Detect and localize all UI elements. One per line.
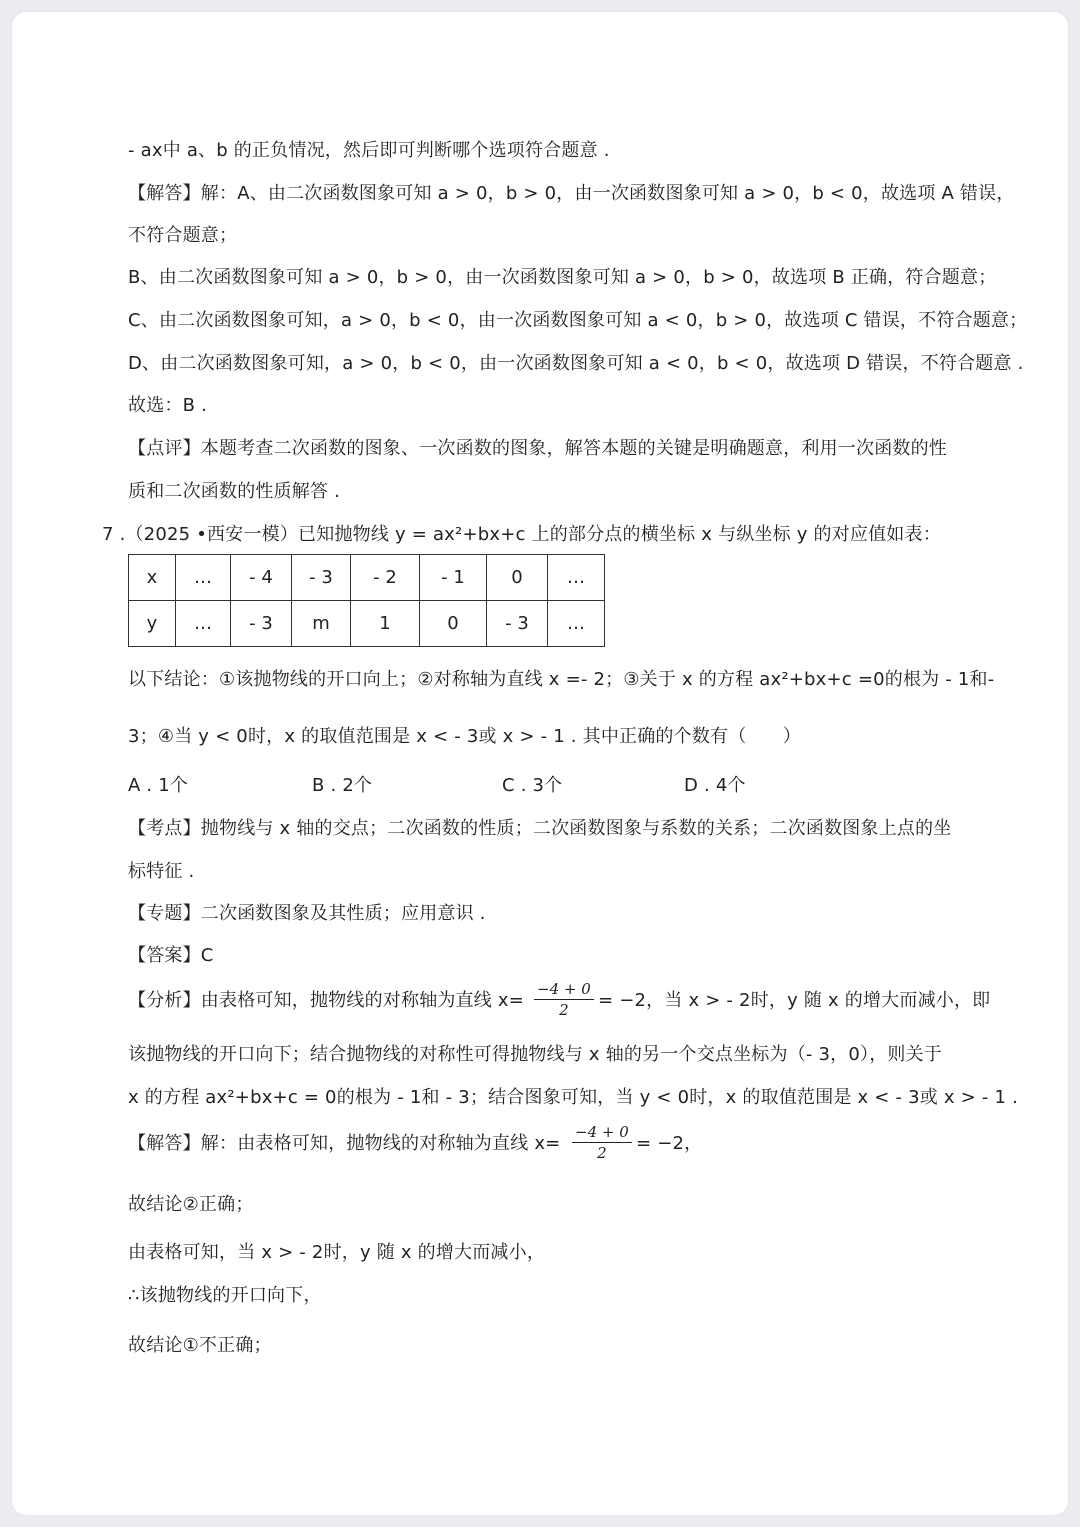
answer-line: 【答案】C (128, 945, 214, 966)
document-page (12, 12, 1068, 1515)
solution-line-1a: 【解答】解：由表格可知，抛物线的对称轴为直线 x= (128, 1133, 561, 1154)
text-line: D、由二次函数图象可知，a > 0，b < 0，由一次函数图象可知 a < 0，b < 0，故选项 D 错误，不符合题意 . (128, 353, 1024, 374)
fraction-denominator: 2 (559, 1001, 569, 1019)
analysis-line-3: x 的方程 ax²+bx+c = 0的根为 - 1和 - 3；结合图象可知，当 y < 0时，x 的取值范围是 x < - 3或 x > - 1 . (128, 1087, 1018, 1108)
question-7-stem: 7 .（2025 •西安一模）已知抛物线 y = ax²+bx+c 上的部分点的横坐标 x 与纵坐标 y 的对应值如表： (102, 524, 941, 545)
text-line: B、由二次函数图象可知 a > 0，b > 0，由一次函数图象可知 a > 0，b > 0，故选项 B 正确，符合题意； (128, 267, 997, 288)
table-cell: - 4 (231, 555, 292, 601)
fraction (534, 980, 594, 1019)
table-cell: y (129, 601, 176, 647)
table-cell: - 3 (231, 601, 292, 647)
table-cell: x (129, 555, 176, 601)
topic-line: 标特征 . (128, 861, 195, 882)
table-cell: - 2 (351, 555, 420, 601)
fraction-numerator: −4 + 0 (534, 980, 594, 1000)
option-a: A . 1个 (128, 775, 189, 796)
text-line: 故选：B . (128, 395, 207, 416)
solution-line: 故结论②正确； (128, 1194, 254, 1215)
table-cell: … (176, 555, 231, 601)
option-b: B . 2个 (312, 775, 373, 796)
conclusions-line-1: 以下结论：①该抛物线的开口向上；②对称轴为直线 x =- 2；③关于 x 的方程 ax²+bx+c =0的根为 - 1和- (128, 669, 995, 690)
topic-line: 【考点】抛物线与 x 轴的交点；二次函数的性质；二次函数图象与系数的关系；二次函数图象上点的坐 (128, 818, 952, 839)
text-line: - ax中 a、b 的正负情况，然后即可判断哪个选项符合题意 . (128, 140, 610, 161)
text-line: 质和二次函数的性质解答 . (128, 481, 341, 502)
text-line: 不符合题意； (128, 225, 238, 246)
table-row (129, 555, 605, 601)
table-cell: m (292, 601, 351, 647)
value-table (128, 554, 605, 647)
analysis-line-1a: 【分析】由表格可知，抛物线的对称轴为直线 x= (128, 990, 525, 1011)
table-cell: - 3 (292, 555, 351, 601)
table-cell: - 1 (420, 555, 487, 601)
fraction-denominator: 2 (597, 1144, 607, 1162)
fraction-numerator: −4 + 0 (572, 1123, 632, 1143)
solution-line: ∴该抛物线的开口向下， (128, 1285, 322, 1306)
conclusions-line-2: 3；④当 y < 0时，x 的取值范围是 x < - 3或 x > - 1 . 其中正确的个数有（ ） (128, 726, 802, 747)
text-line: C、由二次函数图象可知，a > 0，b < 0，由一次函数图象可知 a < 0，b > 0，故选项 C 错误，不符合题意； (128, 310, 1028, 331)
analysis-line-2: 该抛物线的开口向下；结合抛物线的对称性可得抛物线与 x 轴的另一个交点坐标为（- 3，0），则关于 (128, 1044, 943, 1065)
table-cell: - 3 (487, 601, 548, 647)
text-line: 【解答】解：A、由二次函数图象可知 a > 0，b > 0，由一次函数图象可知 a > 0，b < 0，故选项 A 错误， (128, 183, 1015, 204)
table-cell: … (176, 601, 231, 647)
solution-line: 故结论①不正确； (128, 1335, 272, 1356)
table-cell: 0 (487, 555, 548, 601)
fraction (572, 1123, 632, 1162)
table-cell: … (548, 601, 605, 647)
option-c: C . 3个 (502, 775, 563, 796)
analysis-line-1b: = −2，当 x > - 2时，y 随 x 的增大而减小，即 (598, 990, 991, 1011)
table-row (129, 601, 605, 647)
option-d: D . 4个 (684, 775, 746, 796)
table-cell: 0 (420, 601, 487, 647)
special-topic-line: 【专题】二次函数图象及其性质；应用意识 . (128, 903, 486, 924)
text-line: 【点评】本题考查二次函数的图象、一次函数的图象，解答本题的关键是明确题意，利用一次函数的性 (128, 438, 947, 459)
solution-line-1b: = −2， (636, 1133, 703, 1154)
table-cell: … (548, 555, 605, 601)
solution-line: 由表格可知，当 x > - 2时，y 随 x 的增大而减小， (128, 1242, 546, 1263)
table-cell: 1 (351, 601, 420, 647)
